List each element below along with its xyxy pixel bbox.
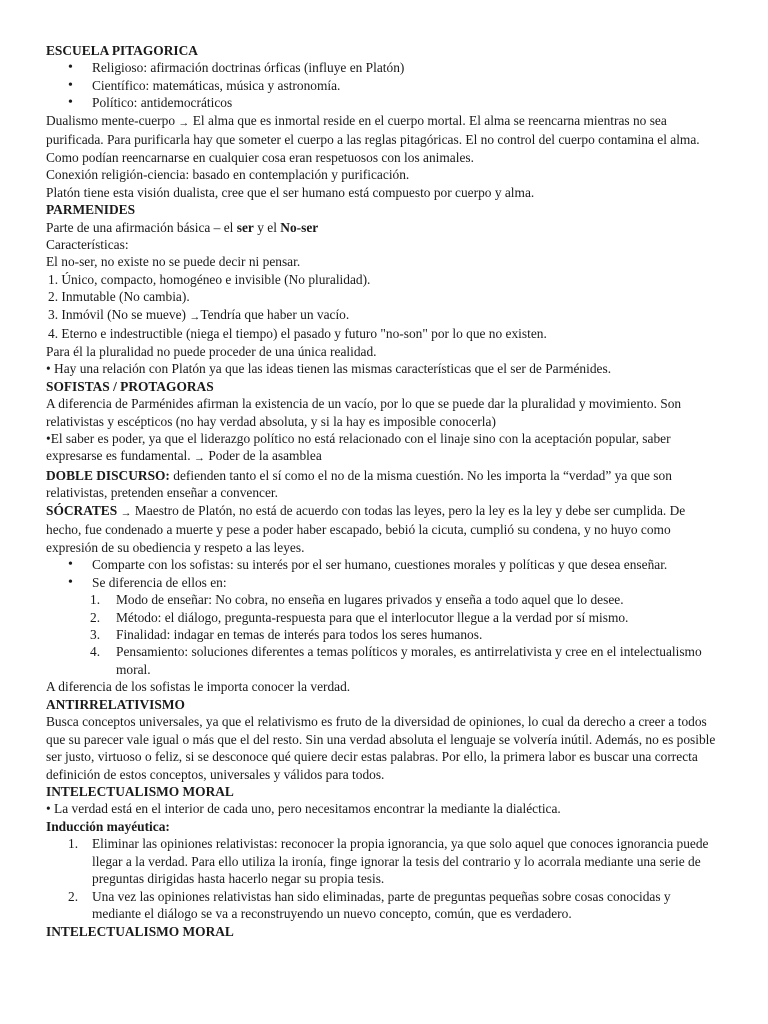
list-item: • Político: antidemocráticos [46, 94, 722, 111]
text-span: Eliminar las opiniones relativistas: reconocer la propia ignorancia, ya que solo aquel que conoces ignorancia puede llegar a la verdad. Para ello utiliza la ironía, finge ignorar la tesis del contrario y lo acorrala mediante una serie de preguntas dirigidas hasta hacerlo negar su propia tesis. [92, 836, 709, 887]
text-span: Finalidad: indagar en temas de interés para todos los seres humanos. [116, 626, 483, 642]
text-span: Método: el diálogo, pregunta-respuesta para que el interlocutor llegue a la verdad por sí mismo. [116, 609, 629, 625]
heading-intelectualismo-moral-2: INTELECTUALISMO MORAL [46, 923, 234, 939]
list-item [46, 591, 722, 608]
text-span: Pensamiento: soluciones diferentes a temas políticos y morales, es antirrelativista y cree en el intelectualismo moral. [116, 644, 702, 677]
paragraph: A diferencia de Parménides afirman la existencia de un vacío, por lo que se puede dar la pluralidad y movimiento. Son relativistas y escépticos (no hay verdad absoluta, y si la hay es imposible conocerla) [46, 396, 682, 429]
subheading-induccion-mayeutica: Inducción mayéutica: [46, 818, 170, 834]
list-item: • Religioso: afirmación doctrinas órficas (influye en Platón) [46, 59, 722, 76]
list-item: 2. Inmutable (No cambia). [48, 289, 190, 305]
paragraph: Para él la pluralidad no puede proceder de una única realidad. [46, 343, 377, 359]
pitagorica-bullet-list [46, 59, 722, 111]
text-span: defienden tanto el sí como el no de la misma cuestión. No les importa la “verdad” ya que son relativistas, pretenden enseñar a convencer. [46, 467, 672, 501]
term-ser: ser [236, 219, 254, 235]
list-item: • Comparte con los sofistas: su interés por el ser humano, cuestiones morales y políticas y que desea enseñar. [46, 556, 722, 573]
text-span: Tendría que haber un vacío. [200, 306, 350, 322]
heading-intelectualismo-moral: INTELECTUALISMO MORAL [46, 784, 234, 800]
dualismo-label: Dualismo mente-cuerpo [46, 112, 176, 128]
arrow-icon: → [194, 452, 205, 465]
list-number: 2. [68, 888, 79, 904]
socrates-bullet-list [46, 556, 722, 591]
list-item [46, 643, 722, 678]
term-no-ser: No-ser [280, 219, 319, 235]
paragraph: Conexión religión-ciencia: basado en contemplación y purificación. [46, 167, 410, 183]
list-number: 1. [68, 836, 79, 852]
mayeutica-numbered-list [46, 835, 722, 922]
text-span: Modo de enseñar: No cobra, no enseña en lugares privados y enseña a todo aquel que lo desee. [116, 592, 624, 608]
paragraph-saber-poder [46, 430, 722, 467]
list-number: 3. [90, 626, 101, 642]
paragraph: El no-ser, no existe no se puede decir ni pensar. [46, 254, 301, 270]
paragraph: Busca conceptos universales, ya que el relativismo es fruto de la diversidad de opiniones, lo cual da derecho a creer a todos que su parecer vale igual o más que el del resto. Sin una verdad absoluta el lenguaje se volvería inútil. Además, no es posible ser justo, virtuoso o feliz, si se desconoce qué quiere decir estas palabras. Por ello, la primera labor es buscar una correcta definición de estos conceptos, universales y válidos para todos. [46, 714, 716, 782]
socrates-numbered-list [46, 591, 722, 678]
term-socrates: SÓCRATES [46, 502, 118, 518]
paragraph: • Hay una relación con Platón ya que las ideas tienen las mismas características que el ser de Parménides. [46, 361, 612, 377]
heading-parmenides: PARMENIDES [46, 202, 136, 218]
list-item: • Se diferencia de ellos en: [46, 574, 722, 591]
list-item [46, 609, 722, 626]
text-span: Parte de una afirmación básica – el [46, 219, 234, 235]
paragraph: • La verdad está en el interior de cada uno, pero necesitamos encontrar la mediante la dialéctica. [46, 801, 561, 817]
list-item: • Científico: matemáticas, música y astronomía. [46, 77, 722, 94]
term-doble-discurso: DOBLE DISCURSO: [46, 467, 170, 483]
text-span: Poder de la asamblea [208, 448, 322, 464]
list-item: 1. Único, compacto, homogéneo e invisible (No pluralidad). [48, 271, 371, 287]
paragraph-doble-discurso [46, 467, 722, 502]
arrow-icon: → [120, 506, 132, 519]
paragraph-socrates [46, 502, 722, 556]
text-span: •El saber es poder, ya que el liderazgo político no está relacionado con el linaje sino con la aceptación popular, saber expresarse es fundamental. [46, 430, 671, 464]
list-item [46, 306, 722, 325]
paragraph: Características: [46, 236, 129, 252]
list-number: 2. [90, 609, 101, 625]
heading-escuela-pitagorica: ESCUELA PITAGORICA [46, 43, 198, 58]
list-item: 4. Eterno e indestructible (niega el tiempo) el pasado y futuro "no-son" por lo que no existen. [48, 326, 547, 342]
paragraph: Como podían reencarnarse en cualquier cosa eran respetuosos con los animales. [46, 149, 474, 165]
paragraph: Platón tiene esta visión dualista, cree que el ser humano está compuesto por cuerpo y alma. [46, 184, 535, 200]
heading-antirrelativismo: ANTIRRELATIVISMO [46, 696, 185, 712]
heading-sofistas: SOFISTAS / PROTAGORAS [46, 378, 214, 394]
list-item [46, 835, 722, 887]
paragraph-afirmacion [46, 219, 722, 236]
text-span: 3. Inmóvil (No se mueve) [48, 306, 186, 322]
text-span: Maestro de Platón, no está de acuerdo con todas las leyes, pero la ley es la ley y debe ser cumplida. De hecho, fue condenado a muerte y pese a poder haber escapado, bebió la cicuta, cumplió su condena, y no huyo como expresión de su obediencia y respeto a las leyes. [46, 502, 686, 555]
paragraph-dualismo [46, 112, 722, 149]
text-span: Una vez las opiniones relativistas han sido eliminadas, parte de preguntas pequeñas sobre cosas conocidas y mediante el diálogo se va a reconstruyendo un nuevo concepto, común, que es verdadero. [92, 888, 671, 922]
arrow-icon: → [178, 116, 190, 129]
list-number: 1. [90, 592, 101, 608]
arrow-icon: → [189, 310, 201, 323]
list-item [46, 888, 722, 923]
text-span: y el [257, 219, 277, 235]
paragraph: A diferencia de los sofistas le importa conocer la verdad. [46, 679, 351, 695]
dualismo-text: El alma que es inmortal reside en el cuerpo mortal. El alma se reencarna mientras no sea purificada. Para purificarla hay que someter el cuerpo a las reglas pitagóricas. El no control del cuerpo contamina el alma. [46, 112, 700, 148]
list-number: 4. [90, 644, 101, 660]
list-item [46, 626, 722, 643]
